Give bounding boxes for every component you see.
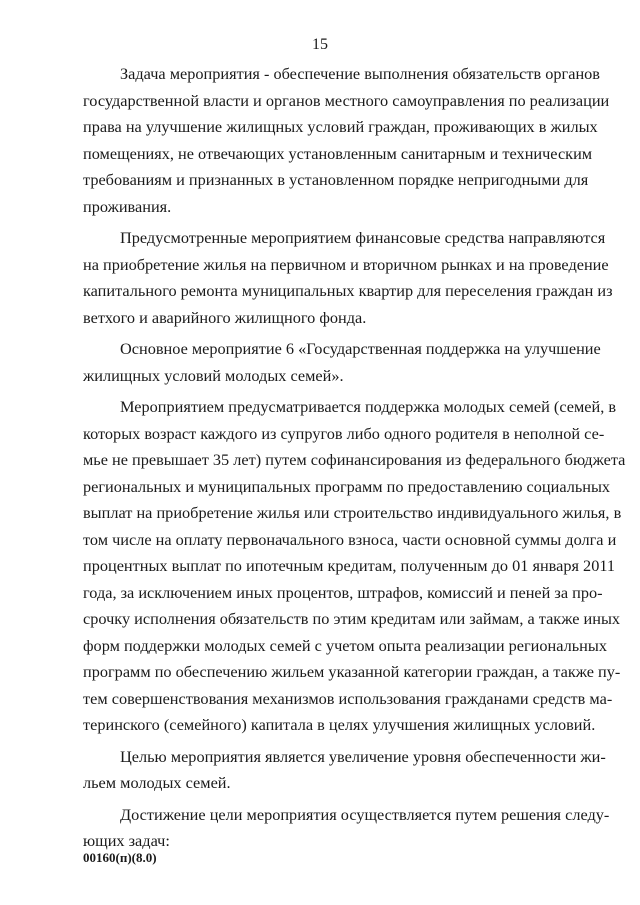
text-line: мье не превышает 35 лет) путем софинансирования из федерального бюджета <box>83 450 626 469</box>
text-line: Основное мероприятие 6 «Государственная поддержка на улучшение <box>120 339 601 358</box>
paragraph <box>83 61 610 220</box>
text-line: Предусмотренные мероприятием финансовые средства направляются <box>120 228 606 247</box>
text-line: государственной власти и органов местного самоуправления по реализации <box>83 90 610 110</box>
footer-document-code: 00160(п)(8.0) <box>83 850 157 865</box>
text-line: теринского (семейного) капитала в целях улучшения жилищных условий. <box>83 715 596 734</box>
paragraph <box>83 802 610 855</box>
text-line: выплат на приобретение жилья или строительство индивидуального жилья, в <box>83 503 622 522</box>
text-line: жилищных условий молодых семей». <box>83 365 344 385</box>
paragraph <box>83 225 613 331</box>
text-line: Задача мероприятия - обеспечение выполнения обязательств органов <box>120 64 600 83</box>
text-line: которых возраст каждого из супругов либо одного родителя в неполной се- <box>83 423 605 443</box>
paragraph <box>83 744 606 797</box>
text-line: ветхого и аварийного жилищного фонда. <box>83 307 367 327</box>
text-line: проживания. <box>83 196 172 216</box>
text-line: права на улучшение жилищных условий граждан, проживающих в жилых <box>83 117 598 136</box>
text-line: Мероприятием предусматривается поддержка молодых семей (семей, в <box>120 397 617 416</box>
page-number: 15 <box>312 36 328 53</box>
text-line: том числе на оплату первоначального взноса, части основной суммы долга и <box>83 529 617 549</box>
text-line: процентных выплат по ипотечным кредитам, полученным до 01 января 2011 <box>83 556 616 575</box>
text-line: Достижение цели мероприятия осуществляется путем решения следу- <box>120 804 610 824</box>
text-line: помещениях, не отвечающих установленным санитарным и техническим <box>83 143 593 163</box>
text-line: на приобретение жилья на первичном и вторичном рынках и на проведение <box>83 254 609 274</box>
text-line: требованиям и признанных в установленном порядке непригодными для <box>83 170 589 189</box>
paragraph <box>83 394 626 739</box>
text-line: форм поддержки молодых семей с учетом опыта реализации региональных <box>83 635 607 655</box>
text-line: программ по обеспечению жильем указанной категории граждан, а также пу- <box>83 662 621 681</box>
paragraph <box>83 336 601 389</box>
text-line: Целью мероприятия является увеличение уровня обеспеченности жи- <box>120 746 606 766</box>
text-line: года, за исключением иных процентов, штрафов, комиссий и пеней за про- <box>83 582 603 602</box>
document-body <box>83 61 626 860</box>
text-line: ющих задач: <box>83 831 170 850</box>
text-line: тем совершенствования механизмов использования гражданами средств ма- <box>83 688 613 708</box>
text-line: срочку исполнения обязательств по этим кредитам или займам, а также иных <box>83 609 621 628</box>
text-line: льем молодых семей. <box>83 773 231 792</box>
text-line: капитального ремонта муниципальных квартир для переселения граждан из <box>83 281 613 300</box>
text-line: региональных и муниципальных программ по предоставлению социальных <box>83 476 611 496</box>
